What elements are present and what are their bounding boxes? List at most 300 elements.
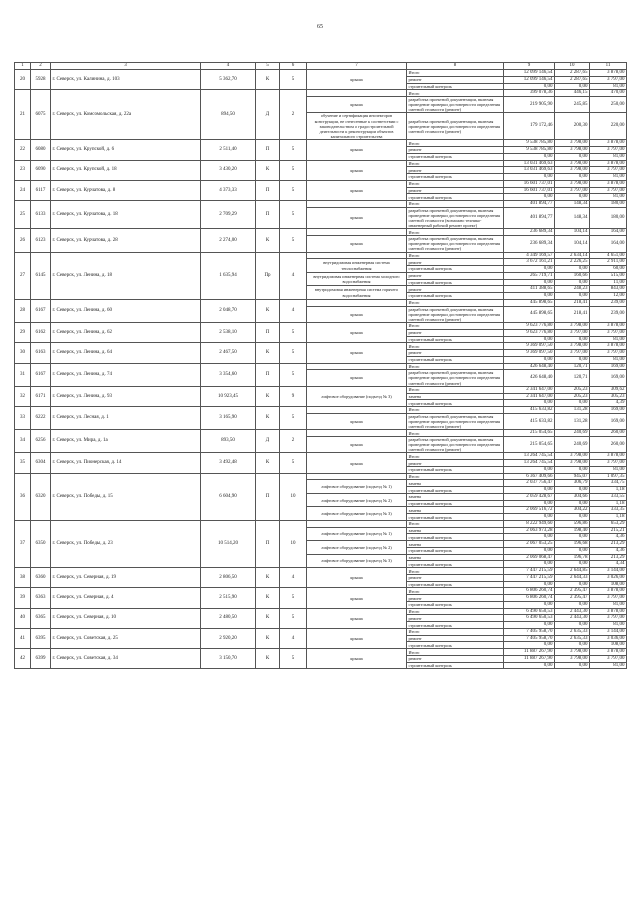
column-number-3: 3 (51, 63, 201, 70)
cost-total: 6 806 260,74 (504, 588, 555, 595)
cost-total: 236 689,34 (504, 236, 555, 252)
wall-material: К (256, 343, 280, 363)
cost-total: 415 633,82 (504, 413, 555, 429)
cost-per-sqm: 3 797,00 (555, 329, 590, 336)
cost-per-sqm: 3 798,00 (555, 453, 590, 460)
table-row (15, 430, 627, 437)
cost-line-label: Итого (407, 453, 504, 460)
cost-line-label: Итого (407, 323, 504, 330)
floor-count: 5 (280, 140, 307, 160)
house-area: 2 467,50 (201, 343, 256, 363)
cost-per-sqm: 0,00 (555, 83, 590, 90)
floor-count: 4 (280, 252, 307, 299)
table-row (15, 473, 627, 480)
cost-per-sqm: 198,40 (555, 527, 590, 534)
floor-count: 5 (280, 180, 307, 200)
wall-material: П (256, 520, 280, 567)
house-area: 6 604,90 (201, 473, 256, 520)
house-id: 6167 (31, 299, 51, 322)
cost-total: 0,00 (504, 662, 555, 669)
house-id: 6365 (31, 608, 51, 628)
cost-total: 8 222 949,60 (504, 520, 555, 527)
cost-limit: 220,00 (590, 113, 627, 140)
cost-limit: 3 878,00 (590, 160, 627, 167)
cost-per-sqm: 3 798,00 (555, 649, 590, 656)
cost-total: 2 341 647,00 (504, 386, 555, 393)
house-address: г. Северск, ул. Пионерская, д. 14 (51, 453, 201, 473)
cost-limit: 164,00 (590, 229, 627, 236)
table-row (15, 520, 627, 527)
cost-total: 0,00 (504, 194, 555, 201)
cost-line-label: строительный контроль (407, 293, 504, 300)
cost-line-label: ремонт (407, 350, 504, 357)
house-address: г. Северск, ул. Курчатова, д. 8 (51, 180, 201, 200)
row-number: 34 (15, 430, 31, 453)
cost-per-sqm: 2 644,33 (555, 574, 590, 581)
cost-total: 0,00 (504, 293, 555, 300)
cost-total: 401 894,77 (504, 201, 555, 208)
cost-per-sqm: 0,00 (555, 662, 590, 669)
cost-total: 265 719,71 (504, 272, 555, 279)
repair-item: лифтовое оборудование (подъезд № 1) (307, 480, 407, 494)
row-number: 21 (15, 90, 31, 140)
cost-per-sqm: 0,00 (555, 400, 590, 407)
cost-limit: 3 797,00 (590, 167, 627, 174)
house-address: г. Северск, ул. Северная, д. 19 (51, 568, 201, 588)
floor-count: 5 (280, 407, 307, 430)
floor-count: 2 (280, 430, 307, 453)
row-number: 22 (15, 140, 31, 160)
cost-line-label: строительный контроль (407, 279, 504, 286)
table-row (15, 323, 627, 330)
repair-item: крыша (307, 97, 407, 113)
cost-limit: 3 878,00 (590, 140, 627, 147)
cost-line-label: Итого (407, 407, 504, 414)
repair-item: крыша (307, 180, 407, 200)
cost-limit: 81,00 (590, 622, 627, 629)
repair-item: крыша (307, 588, 407, 608)
floor-count: 5 (280, 649, 307, 669)
cost-total: 2 067 053,25 (504, 541, 555, 548)
wall-material: П (256, 180, 280, 200)
house-area: 10 514,20 (201, 520, 256, 567)
cost-line-label: строительный контроль (407, 336, 504, 343)
cost-total: 0,00 (504, 534, 555, 541)
cost-line-label: разработка проектной документации, включая проведение проверки достоверности определения сметной стоимости (ремонт) (407, 97, 504, 113)
cost-per-sqm: 0,00 (555, 356, 590, 363)
cost-limit: 3 797,00 (590, 615, 627, 622)
cost-line-label: Итого (407, 90, 504, 97)
floor-count: 5 (280, 160, 307, 180)
cost-line-label: строительный контроль (407, 194, 504, 201)
cost-per-sqm: 3 797,00 (555, 350, 590, 357)
cost-per-sqm: 205,23 (555, 386, 590, 393)
house-address: г. Северск, ул. Курчатова, д. 28 (51, 229, 201, 252)
cost-line-label: строительный контроль (407, 514, 504, 521)
cost-per-sqm: 3 798,00 (555, 147, 590, 154)
house-id: 6363 (31, 588, 51, 608)
cost-total: 445 898,65 (504, 299, 555, 306)
repair-item (307, 90, 407, 97)
cost-total: 0,00 (504, 514, 555, 521)
cost-total: 215 054,65 (504, 437, 555, 453)
house-id: 6133 (31, 201, 51, 229)
wall-material: П (256, 323, 280, 343)
cost-line-label: разработка проектной документации, включая проведение проверки достоверности определения сметной стоимости (ремонт) (407, 236, 504, 252)
cost-limit: 81,00 (590, 662, 627, 669)
row-number: 29 (15, 323, 31, 343)
repair-item: обучение и сертификация инспекторов конструкции, не отнесенные к соответствии с законодательством о градостроительной деятельности к реконструкции объектов капитального строительства (307, 113, 407, 140)
cost-limit: 3 797,00 (590, 187, 627, 194)
row-number: 24 (15, 180, 31, 200)
cost-per-sqm: 205,23 (555, 393, 590, 400)
repair-register-table (14, 62, 627, 669)
cost-per-sqm: 2 635,33 (555, 635, 590, 642)
row-number: 23 (15, 160, 31, 180)
cost-total: 426 648,40 (504, 370, 555, 386)
cost-per-sqm: 131,28 (555, 413, 590, 429)
cost-per-sqm: 0,00 (555, 581, 590, 588)
row-number: 20 (15, 70, 31, 90)
table-row (15, 453, 627, 460)
cost-per-sqm: 120,71 (555, 363, 590, 370)
house-id: 6320 (31, 473, 51, 520)
cost-limit: 305,23 (590, 393, 627, 400)
cost-line-label: Итого (407, 588, 504, 595)
cost-limit: 3 878,00 (590, 649, 627, 656)
cost-limit: 169,00 (590, 407, 627, 414)
cost-limit: 169,00 (590, 370, 627, 386)
cost-limit: 470,00 (590, 90, 627, 97)
cost-total: 13 031 469,63 (504, 160, 555, 167)
cost-line-label: Итого (407, 473, 504, 480)
cost-line-label: разработка проектной документации, включая проведение проверки достоверности определения сметной стоимости (возможно технико-инженерный рабочий ремонт проект) (407, 207, 504, 229)
repair-item: крыша (307, 323, 407, 343)
cost-line-label: строительный контроль (407, 547, 504, 554)
cost-total: 426 648,40 (504, 363, 555, 370)
table-row (15, 407, 627, 414)
cost-per-sqm: 218,41 (555, 306, 590, 322)
column-number-row (15, 63, 627, 70)
house-id: 6360 (31, 568, 51, 588)
column-number-5: 5 (256, 63, 280, 70)
cost-line-label: строительный контроль (407, 561, 504, 568)
cost-limit: 3 797,00 (590, 350, 627, 357)
table-row (15, 649, 627, 656)
cost-per-sqm: 0,00 (555, 279, 590, 286)
column-number-7: 7 (307, 63, 407, 70)
cost-line-label: Итого (407, 140, 504, 147)
cost-limit: 3 797,00 (590, 655, 627, 662)
cost-line-label: строительный контроль (407, 356, 504, 363)
cost-total: 2 063 973,28 (504, 527, 555, 534)
table-row (15, 343, 627, 350)
cost-total: 2 341 647,00 (504, 393, 555, 400)
cost-per-sqm: 0,00 (555, 266, 590, 273)
table-row (15, 229, 627, 236)
cost-limit: 81,00 (590, 83, 627, 90)
cost-line-label: строительный контроль (407, 601, 504, 608)
cost-line-label: ремонт (407, 187, 504, 194)
cost-limit: 81,00 (590, 153, 627, 160)
cost-line-label: замена (407, 527, 504, 534)
cost-line-label: Итого (407, 363, 504, 370)
cost-total: 6 367 409,66 (504, 473, 555, 480)
row-number: 42 (15, 649, 31, 669)
cost-line-label: разработка проектной документации, включая проведение проверки достоверности определения сметной стоимости (ремонт) (407, 370, 504, 386)
row-number: 38 (15, 568, 31, 588)
wall-material: Пр (256, 252, 280, 299)
floor-count: 5 (280, 588, 307, 608)
wall-material: Д (256, 430, 280, 453)
cost-line-label: Итого (407, 299, 504, 306)
cost-total: 411 388,65 (504, 286, 555, 293)
repair-item (307, 473, 407, 480)
cost-per-sqm: 0,00 (555, 534, 590, 541)
house-address: г. Северск, ул. Победы, д. 15 (51, 473, 201, 520)
column-number-4: 4 (201, 63, 256, 70)
cost-limit: 333,35 (590, 507, 627, 514)
cost-total: 9 623 776,80 (504, 329, 555, 336)
column-number-11: 11 (590, 63, 627, 70)
cost-limit: 3 797,00 (590, 76, 627, 83)
house-address: г. Северск, ул. Комсомольская, д. 22а (51, 90, 201, 140)
cost-per-sqm: 2 634,14 (555, 252, 590, 259)
house-address: г. Северск, ул. Калинина, д. 103 (51, 70, 201, 90)
table-row (15, 386, 627, 393)
cost-total: 6 806 260,74 (504, 595, 555, 602)
cost-line-label: Итого (407, 568, 504, 575)
floor-count: 5 (280, 201, 307, 229)
cost-line-label: Итого (407, 649, 504, 656)
cost-line-label: строительный контроль (407, 174, 504, 181)
cost-per-sqm: 2 395,47 (555, 595, 590, 602)
repair-item: крыша (307, 70, 407, 90)
cost-total: 4 349 169,57 (504, 252, 555, 259)
row-number: 30 (15, 343, 31, 363)
cost-total: 9 623 776,80 (504, 323, 555, 330)
cost-limit: 309,62 (590, 386, 627, 393)
cost-limit: 108,00 (590, 642, 627, 649)
cost-line-label: Итого (407, 180, 504, 187)
wall-material: П (256, 363, 280, 386)
table-row (15, 160, 627, 167)
cost-limit: 60,00 (590, 266, 627, 273)
house-id: 6171 (31, 386, 51, 406)
house-address: г. Северск, ул. Северная, д. 4 (51, 588, 201, 608)
cost-per-sqm: 196,68 (555, 541, 590, 548)
cost-total: 12 099 146,54 (504, 76, 555, 83)
cost-line-label: строительный контроль (407, 153, 504, 160)
cost-total: 2 059 428,67 (504, 493, 555, 500)
wall-material: К (256, 588, 280, 608)
repair-item: крыша (307, 413, 407, 429)
repair-item: крыша (307, 306, 407, 322)
cost-line-label: Итого (407, 70, 504, 77)
cost-line-label: ремонт (407, 259, 504, 266)
cost-line-label: Итого (407, 160, 504, 167)
cost-limit: 3 797,00 (590, 147, 627, 154)
repair-item (307, 299, 407, 306)
cost-limit: 169,00 (590, 363, 627, 370)
cost-line-label: ремонт (407, 635, 504, 642)
cost-limit: 250,00 (590, 97, 627, 113)
cost-limit: 81,00 (590, 601, 627, 608)
cost-limit: 3 797,00 (590, 329, 627, 336)
cost-line-label: строительный контроль (407, 400, 504, 407)
table-row (15, 70, 627, 77)
house-id: 6399 (31, 649, 51, 669)
cost-line-label: разработка проектной документации, включая проведение проверки достоверности определения сметной стоимости (ремонт) (407, 113, 504, 140)
cost-limit: 4,39 (590, 400, 627, 407)
cost-line-label: строительный контроль (407, 266, 504, 273)
cost-total: 219 905,90 (504, 97, 555, 113)
floor-count: 10 (280, 473, 307, 520)
cost-limit: 843,00 (590, 286, 627, 293)
cost-limit: 213,29 (590, 541, 627, 548)
cost-per-sqm: 945,07 (555, 473, 590, 480)
floor-count: 5 (280, 453, 307, 473)
house-area: 2 274,00 (201, 229, 256, 252)
cost-per-sqm: 304,22 (555, 507, 590, 514)
floor-count: 4 (280, 299, 307, 322)
house-id: 6304 (31, 453, 51, 473)
table-body (15, 70, 627, 669)
cost-per-sqm: 245,85 (555, 97, 590, 113)
cost-line-label: строительный контроль (407, 500, 504, 507)
cost-limit: 260,00 (590, 437, 627, 453)
cost-total: 7 405 958,70 (504, 628, 555, 635)
cost-line-label: Итого (407, 430, 504, 437)
cost-limit: 4,36 (590, 547, 627, 554)
wall-material: К (256, 299, 280, 322)
house-id: 5928 (31, 70, 51, 90)
repair-item: крыша (307, 370, 407, 386)
repair-item: лифтовое оборудование (подъезд № 3) (307, 554, 407, 568)
repair-item: внутридомовая инженерная система горячего водоснабжения (307, 286, 407, 300)
cost-per-sqm: 2 635,33 (555, 628, 590, 635)
cost-total: 11 887 267,90 (504, 655, 555, 662)
house-area: 3 430,20 (201, 160, 256, 180)
cost-per-sqm: 3 798,00 (555, 460, 590, 467)
repair-item (307, 201, 407, 208)
cost-line-label: строительный контроль (407, 581, 504, 588)
cost-total: 0,00 (504, 622, 555, 629)
cost-line-label: ремонт (407, 460, 504, 467)
cost-total: 0,00 (504, 561, 555, 568)
repair-item: лифтовое оборудование (подъезд № 2) (307, 541, 407, 555)
cost-limit: 2 911,00 (590, 259, 627, 266)
house-id: 6163 (31, 343, 51, 363)
cost-limit: 3 797,00 (590, 460, 627, 467)
cost-limit: 4,34 (590, 561, 627, 568)
cost-line-label: Итого (407, 201, 504, 208)
wall-material: К (256, 386, 280, 406)
wall-material: К (256, 160, 280, 180)
house-address: г. Северск, ул. Мира, д. 1а (51, 430, 201, 453)
repair-item: лифтовое оборудование (подъезд № 3) (307, 507, 407, 521)
cost-per-sqm: 0,00 (555, 622, 590, 629)
floor-count: 2 (280, 90, 307, 140)
cost-limit: 3 878,00 (590, 608, 627, 615)
house-area: 3 354,60 (201, 363, 256, 386)
cost-line-label: ремонт (407, 329, 504, 336)
page-number: 65 (317, 24, 323, 30)
cost-limit: 81,00 (590, 174, 627, 181)
cost-limit: 3 144,00 (590, 628, 627, 635)
cost-line-label: замена (407, 393, 504, 400)
cost-per-sqm: 3 797,00 (555, 187, 590, 194)
cost-per-sqm: 3 798,00 (555, 140, 590, 147)
house-area: 2 511,40 (201, 140, 256, 160)
house-id: 6075 (31, 90, 51, 140)
cost-limit: 653,29 (590, 520, 627, 527)
house-area: 10 923,45 (201, 386, 256, 406)
cost-total: 401 894,77 (504, 207, 555, 229)
cost-line-label: Итого (407, 628, 504, 635)
cost-per-sqm: 0,00 (555, 174, 590, 181)
cost-per-sqm: 3 798,00 (555, 180, 590, 187)
table-row (15, 568, 627, 575)
table-row (15, 628, 627, 635)
floor-count: 5 (280, 343, 307, 363)
house-id: 6162 (31, 323, 51, 343)
cost-per-sqm: 0,00 (555, 514, 590, 521)
cost-line-label: строительный контроль (407, 487, 504, 494)
cost-total: 0,00 (504, 266, 555, 273)
cost-total: 0,00 (504, 279, 555, 286)
row-number: 37 (15, 520, 31, 567)
house-area: 3 492,48 (201, 453, 256, 473)
cost-limit: 515,00 (590, 272, 627, 279)
row-number: 28 (15, 299, 31, 322)
table-row (15, 588, 627, 595)
row-number: 39 (15, 588, 31, 608)
floor-count: 5 (280, 363, 307, 386)
cost-total: 215 054,65 (504, 430, 555, 437)
repair-item: крыша (307, 453, 407, 473)
cost-line-label: замена (407, 493, 504, 500)
cost-limit: 3 026,00 (590, 574, 627, 581)
cost-line-label: Итого (407, 229, 504, 236)
cost-limit: 3 797,00 (590, 595, 627, 602)
cost-total: 9 369 097,50 (504, 343, 555, 350)
repair-item: лифтовое оборудование (подъезд № 2) (307, 493, 407, 507)
house-area: 2 515,90 (201, 588, 256, 608)
repair-item: внутридомовая инженерная система теплоснабжения (307, 259, 407, 273)
wall-material: К (256, 453, 280, 473)
row-number: 33 (15, 407, 31, 430)
cost-per-sqm: 2 443,30 (555, 608, 590, 615)
cost-per-sqm: 104,14 (555, 229, 590, 236)
cost-total: 13 264 745,54 (504, 453, 555, 460)
cost-per-sqm: 0,00 (555, 642, 590, 649)
cost-total: 11 887 267,90 (504, 649, 555, 656)
wall-material: К (256, 407, 280, 430)
table-row (15, 608, 627, 615)
house-area: 2 480,50 (201, 608, 256, 628)
floor-count: 10 (280, 520, 307, 567)
cost-per-sqm: 0,00 (555, 547, 590, 554)
house-area: 2 538,10 (201, 323, 256, 343)
house-address: г. Северск, ул. Советская, д. 25 (51, 628, 201, 648)
cost-total: 0,00 (504, 642, 555, 649)
cost-per-sqm: 3 798,00 (555, 655, 590, 662)
house-address: г. Северск, ул. Курчатова, д. 18 (51, 201, 201, 229)
repair-item: внутридомовая инженерная система холодного водоснабжения (307, 272, 407, 286)
repair-item: крыша (307, 160, 407, 180)
cost-limit: 180,00 (590, 207, 627, 229)
